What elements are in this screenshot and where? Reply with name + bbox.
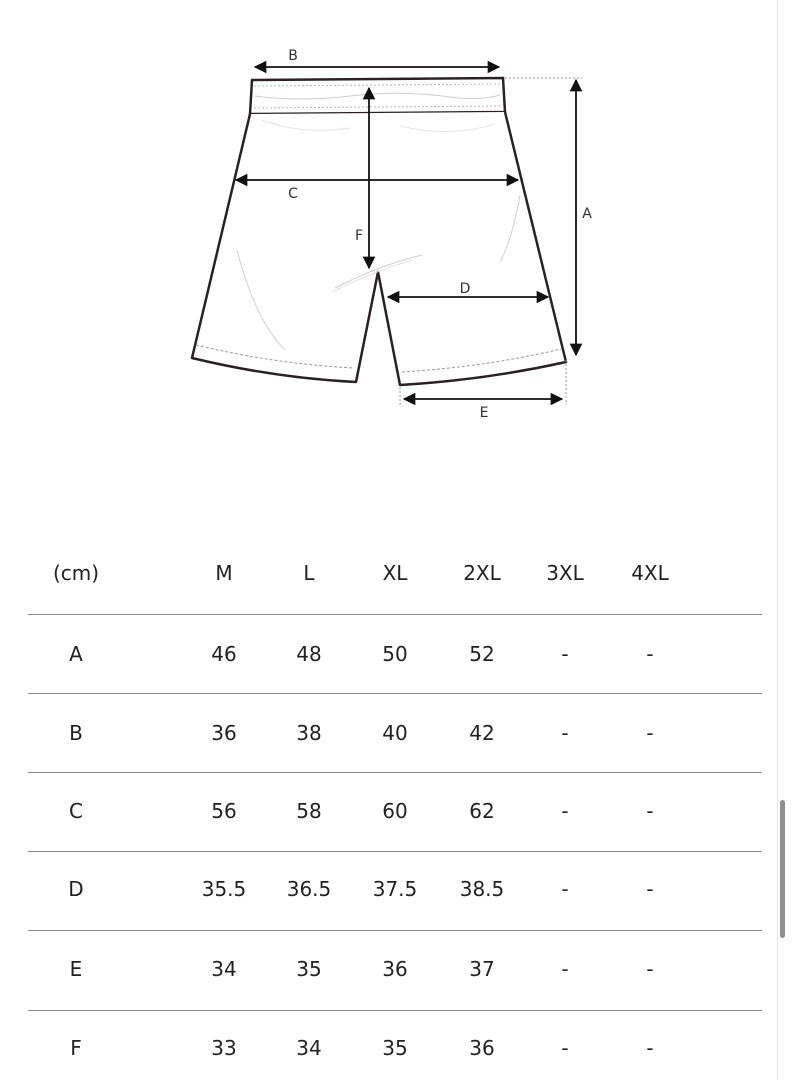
table-cell: 36 <box>382 957 408 981</box>
table-cell: - <box>561 642 569 666</box>
table-cell: 37 <box>469 957 495 981</box>
table-cell: - <box>646 877 654 901</box>
dimension-label-a: A <box>582 206 592 222</box>
table-cell: 37.5 <box>372 877 418 901</box>
row-divider <box>28 614 762 615</box>
measurement-label: F <box>70 1036 82 1060</box>
table-cell: 35 <box>296 957 322 981</box>
table-cell: - <box>646 642 654 666</box>
table-cell: 42 <box>469 721 495 745</box>
table-cell: - <box>561 799 569 823</box>
size-header: 2XL <box>463 561 501 585</box>
table-cell: 38.5 <box>459 877 505 901</box>
table-cell: 40 <box>382 721 408 745</box>
table-cell: 58 <box>296 799 322 823</box>
dimension-label-c: C <box>288 186 298 202</box>
table-cell: - <box>646 1036 654 1060</box>
table-cell: - <box>561 957 569 981</box>
table-cell: - <box>646 721 654 745</box>
size-header: 3XL <box>546 561 584 585</box>
scrollbar-thumb[interactable] <box>780 800 785 938</box>
dimension-label-b: B <box>288 48 298 64</box>
table-cell: 35 <box>382 1036 408 1060</box>
table-cell: 35.5 <box>201 877 247 901</box>
table-cell: - <box>646 799 654 823</box>
row-divider <box>28 772 762 773</box>
dimension-label-d: D <box>459 281 471 297</box>
table-cell: 50 <box>382 642 408 666</box>
measurement-label: C <box>69 799 83 823</box>
table-cell: 36 <box>469 1036 495 1060</box>
table-cell: 46 <box>211 642 237 666</box>
size-header: M <box>215 561 233 585</box>
row-divider <box>28 693 762 694</box>
dimension-label-e: E <box>479 405 489 421</box>
row-divider <box>28 930 762 931</box>
table-cell: 36 <box>211 721 237 745</box>
table-cell: 48 <box>296 642 322 666</box>
table-cell: 52 <box>469 642 495 666</box>
unit-label: (cm) <box>52 561 100 585</box>
size-header: L <box>303 561 315 585</box>
measurement-label: D <box>68 877 84 901</box>
row-divider <box>28 851 762 852</box>
table-cell: - <box>561 877 569 901</box>
table-cell: 38 <box>296 721 322 745</box>
table-cell: 56 <box>211 799 237 823</box>
measurement-label: E <box>69 957 83 981</box>
row-divider <box>28 1010 762 1011</box>
size-header: 4XL <box>631 561 669 585</box>
table-cell: 36.5 <box>286 877 332 901</box>
table-cell: 34 <box>211 957 237 981</box>
table-cell: 33 <box>211 1036 237 1060</box>
table-cell: - <box>561 1036 569 1060</box>
table-cell: 34 <box>296 1036 322 1060</box>
measurement-label: A <box>69 642 83 666</box>
table-cell: - <box>561 721 569 745</box>
dimension-label-f: F <box>354 228 364 244</box>
table-cell: 60 <box>382 799 408 823</box>
table-cell: 62 <box>469 799 495 823</box>
measurement-label: B <box>69 721 83 745</box>
size-header: XL <box>382 561 408 585</box>
table-cell: - <box>646 957 654 981</box>
